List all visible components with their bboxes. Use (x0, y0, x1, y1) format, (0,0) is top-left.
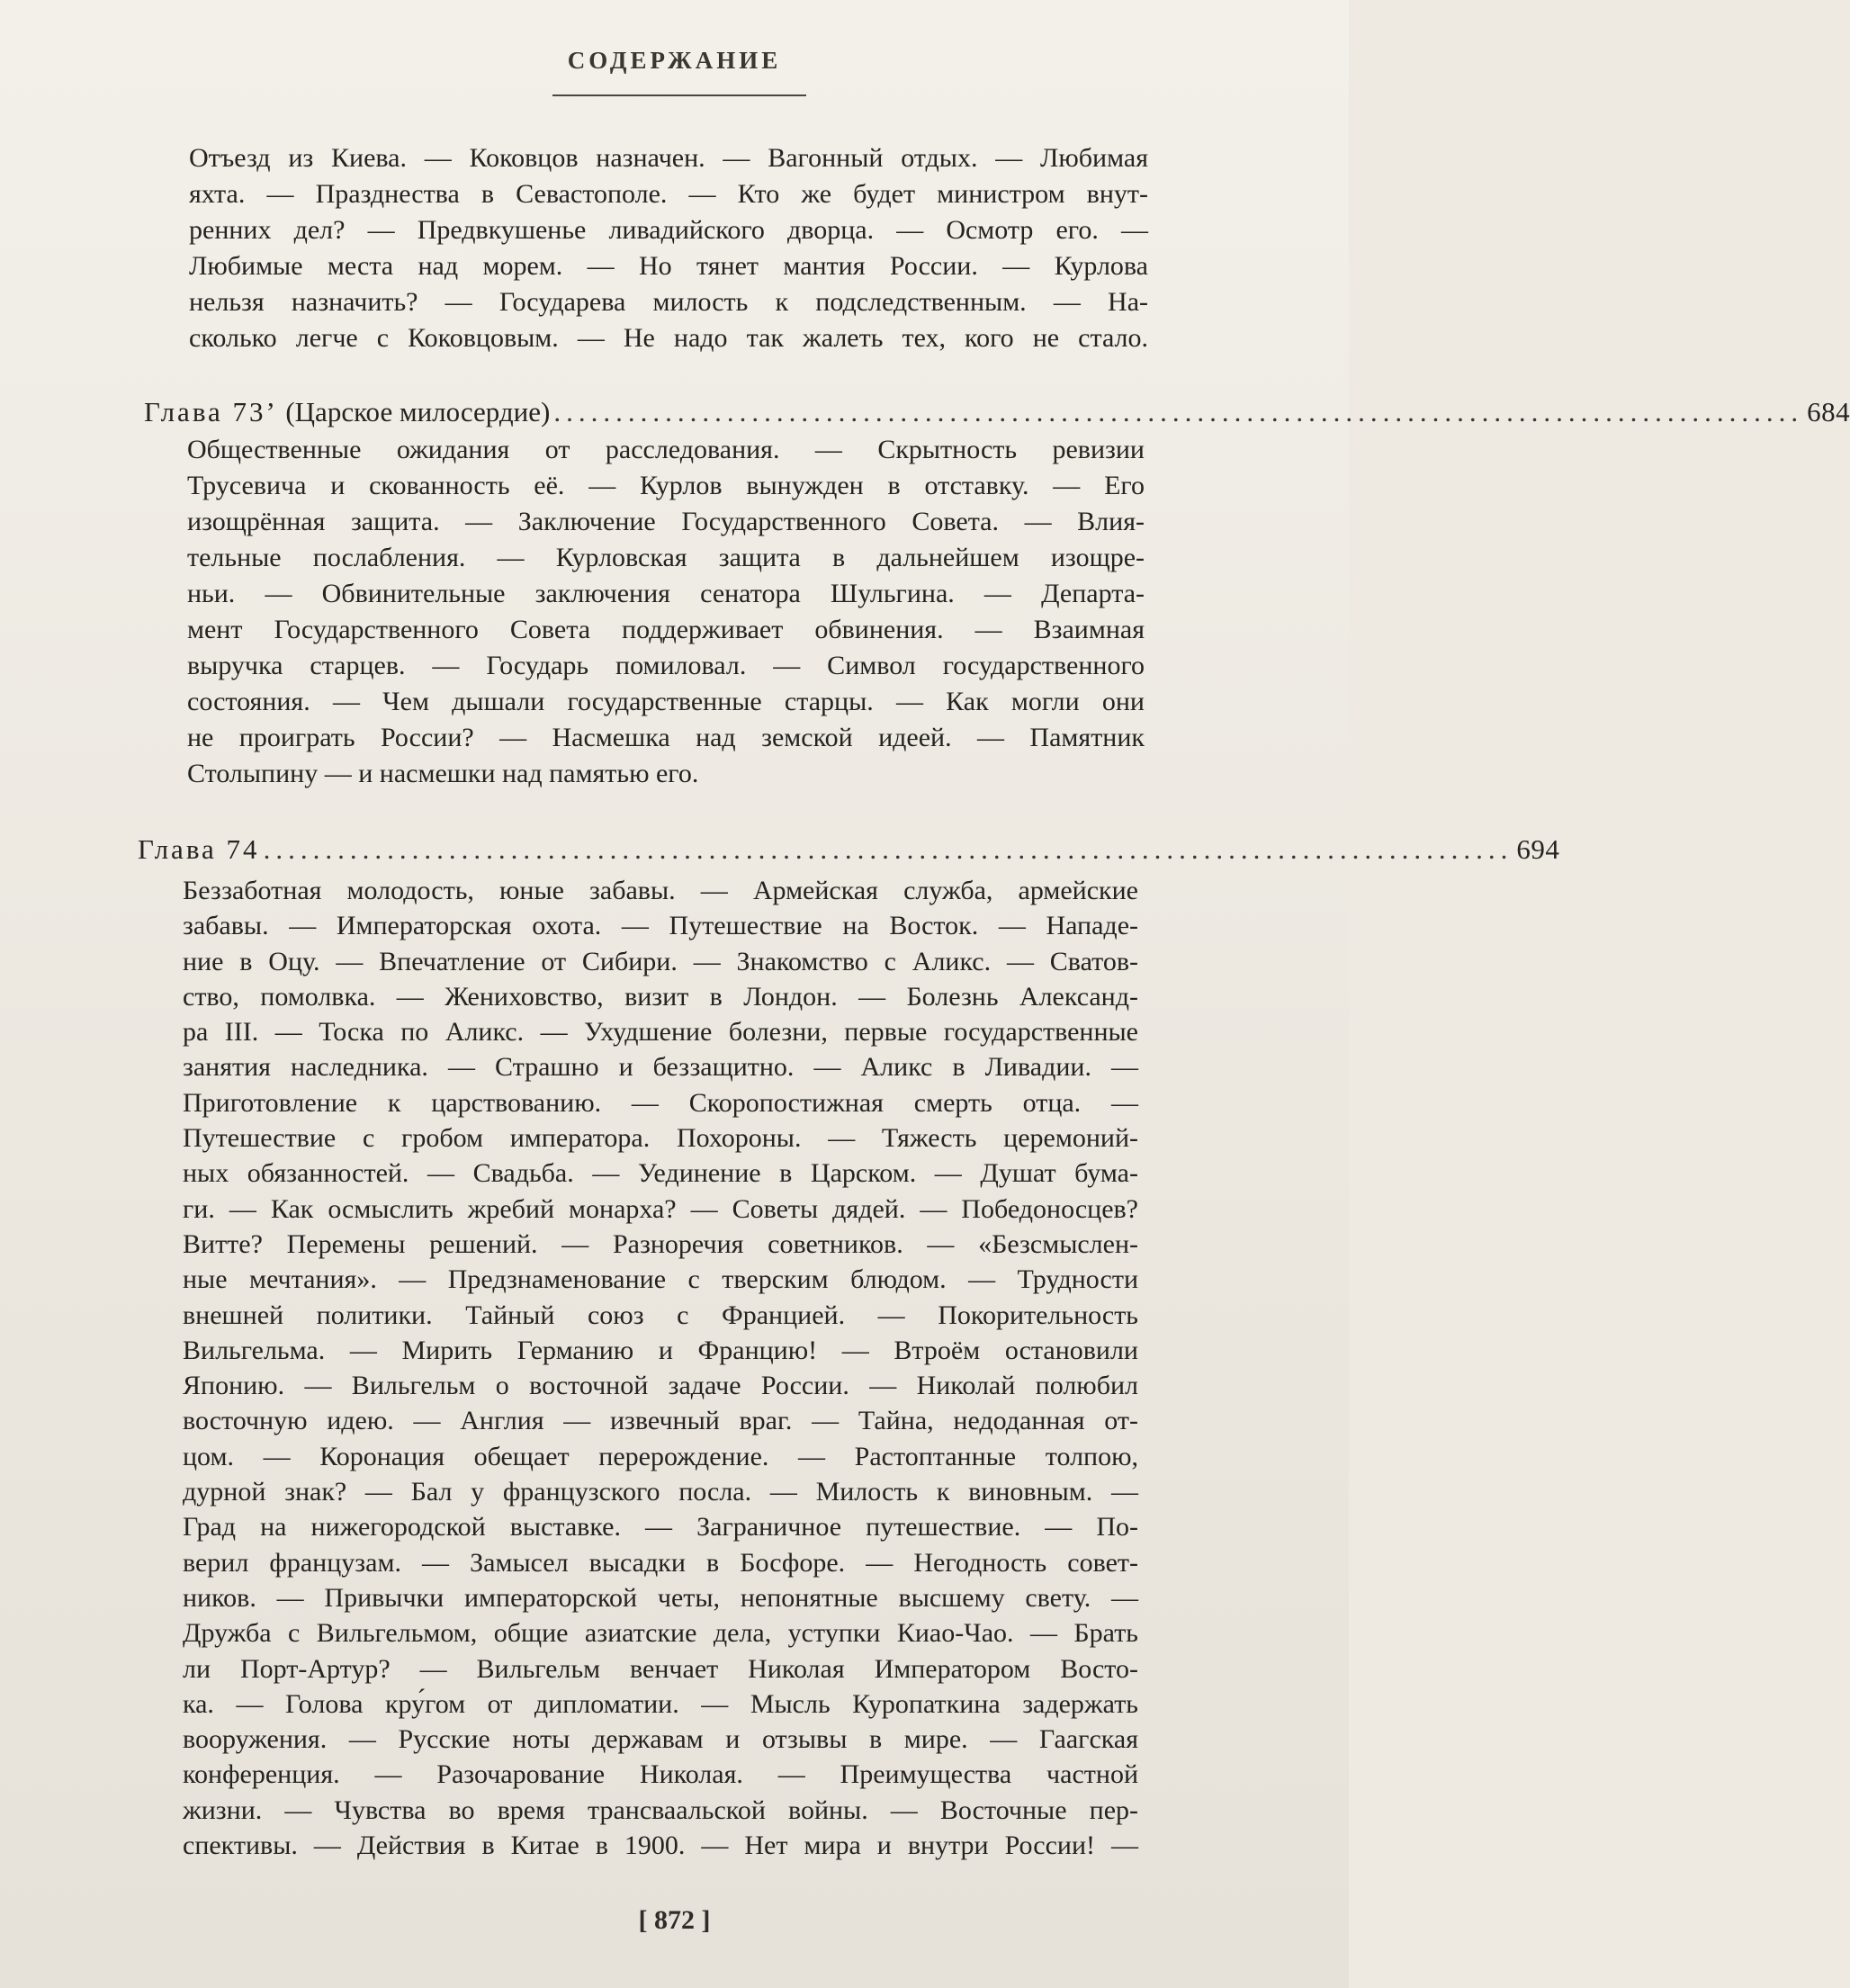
text-line: Вильгельма. — Мирить Германию и Францию! — Втроём остановили (183, 1335, 1138, 1365)
chapter-page-number: 694 (1516, 833, 1560, 865)
text-line: цом. — Коронация обещает перерождение. — Растоптанные толпою, (183, 1441, 1138, 1471)
header-rule (552, 94, 806, 96)
text-line: Витте? Перемены решений. — Разноречия советников. — «Безсмыслен- (183, 1228, 1138, 1259)
text-line: ные мечтания». — Предзнаменование с тверским блюдом. — Трудности (183, 1264, 1138, 1295)
chapter-heading-74 (138, 832, 1560, 868)
text-line: ных обязанностей. — Свадьба. — Уединение в Царском. — Душат бума- (183, 1158, 1138, 1189)
text-line: ство, помолвка. — Жениховство, визит в Лондон. — Болезнь Александ- (183, 981, 1138, 1012)
text-line: сколько легче с Коковцовым. — Не надо так жалеть тех, кого не стало. (189, 323, 1148, 353)
text-line: ние в Оцу. — Впечатление от Сибири. — Знакомство с Аликс. — Сватов- (183, 946, 1138, 976)
text-line: нельзя назначить? — Государева милость к подследственным. — На- (189, 287, 1148, 317)
text-line: Трусевича и скованность её. — Курлов вынужден в отставку. — Его (187, 471, 1145, 500)
dot-leader: ..................................................................................................... (263, 833, 1513, 865)
chapter-label: Глава 74 (138, 833, 260, 865)
text-line: ли Порт-Артур? — Вильгельм венчает Николая Императором Восто- (183, 1653, 1138, 1684)
intro-paragraph (189, 140, 1148, 356)
chapter-summary-74 (183, 873, 1138, 1863)
text-line: спективы. — Действия в Китае в 1900. — Нет мира и внутри России! — (183, 1831, 1138, 1861)
running-head: СОДЕРЖАНИЕ (567, 47, 782, 74)
text-line: Любимые места над морем. — Но тянет мантия России. — Курлова (189, 251, 1148, 281)
text-line: Отъезд из Киева. — Коковцов назначен. — Вагонный отдых. — Любимая (189, 143, 1148, 173)
text-line: вооружения. — Русские ноты державам и отзывы в мире. — Гаагская (183, 1724, 1138, 1755)
text-line: не проиграть России? — Насмешка над земской идеей. — Памятник (187, 723, 1145, 752)
text-line: конференция. — Разочарование Николая. — Преимущества частной (183, 1759, 1138, 1790)
text-line: жизни. — Чувства во время трансваальской войны. — Восточные пер- (183, 1795, 1138, 1825)
chapter-title (138, 832, 260, 868)
dot-leader: ..................................................................................................... (553, 396, 1804, 427)
chapter-summary-73 (187, 432, 1145, 792)
text-line: ньи. — Обвинительные заключения сенатора Шульгина. — Департа- (187, 579, 1145, 608)
text-line: выручка старцев. — Государь помиловал. — Символ государственного (187, 651, 1145, 680)
text-line: ников. — Привычки императорской четы, непонятные высшему свету. — (183, 1582, 1138, 1613)
text-line: яхта. — Празднества в Севастополе. — Кто же будет министром внут- (189, 179, 1148, 209)
text-line: состояния. — Чем дышали государственные старцы. — Как могли они (187, 687, 1145, 716)
text-line: верил французам. — Замысел высадки в Босфоре. — Негодность совет- (183, 1547, 1138, 1578)
text-line: Беззаботная молодость, юные забавы. — Армейская служба, армейские (183, 876, 1138, 905)
text-line: Японию. — Вильгельм о восточной задаче России. — Николай полюбил (183, 1371, 1138, 1401)
text-line: восточную идею. — Англия — извечный враг. — Тайна, недоданная от- (183, 1406, 1138, 1436)
text-line: тельные послабления. — Курловская защита в дальнейшем изощре- (187, 543, 1145, 572)
chapter-page-number: 684 (1807, 396, 1850, 427)
text-line: мент Государственного Совета поддерживает обвинения. — Взаимная (187, 615, 1145, 644)
text-line: Общественные ожидания от расследования. — Скрытность ревизии (187, 435, 1145, 464)
text-line: ренних дел? — Предвкушенье ливадийского дворца. — Осмотр его. — (189, 215, 1148, 245)
chapter-label: Глава 73’ (144, 396, 276, 427)
text-line: Столыпину — и насмешки над памятью его. (187, 759, 699, 788)
page-number: [ 872 ] (638, 1905, 711, 1935)
text-line: Град на нижегородской выставке. — Заграничное путешествие. — По- (183, 1512, 1138, 1543)
text-line: забавы. — Императорская охота. — Путешествие на Восток. — Нападе- (183, 911, 1138, 941)
text-line: внешней политики. Тайный союз с Францией. — Покорительность (183, 1300, 1138, 1330)
chapter-heading-73 (144, 394, 1850, 430)
text-line: Дружба с Вильгельмом, общие азиатские дела, уступки Киао-Чао. — Брать (183, 1618, 1138, 1649)
text-line: дурной знак? — Бал у французского посла. — Милость к виновным. — (183, 1477, 1138, 1507)
text-line: Приготовление к царствованию. — Скоропостижная смерть отца. — (183, 1087, 1138, 1118)
text-line: занятия наследника. — Страшно и беззащитно. — Аликс в Ливадии. — (183, 1052, 1138, 1083)
text-line: ка. — Голова кру́гом от дипломатии. — Мысль Куропаткина задержать (183, 1688, 1138, 1719)
text-line: ги. — Как осмыслить жребий монарха? — Советы дядей. — Победоносцев? (183, 1193, 1138, 1224)
text-line: ра III. — Тоска по Аликс. — Ухудшение болезни, первые государственные (183, 1017, 1138, 1048)
text-line: Путешествие с гробом императора. Похороны. — Тяжесть церемоний- (183, 1123, 1138, 1154)
chapter-subtitle: (Царское милосердие) (285, 396, 551, 427)
text-line: изощрённая защита. — Заключение Государственного Совета. — Влия- (187, 507, 1145, 536)
chapter-title (144, 394, 550, 430)
